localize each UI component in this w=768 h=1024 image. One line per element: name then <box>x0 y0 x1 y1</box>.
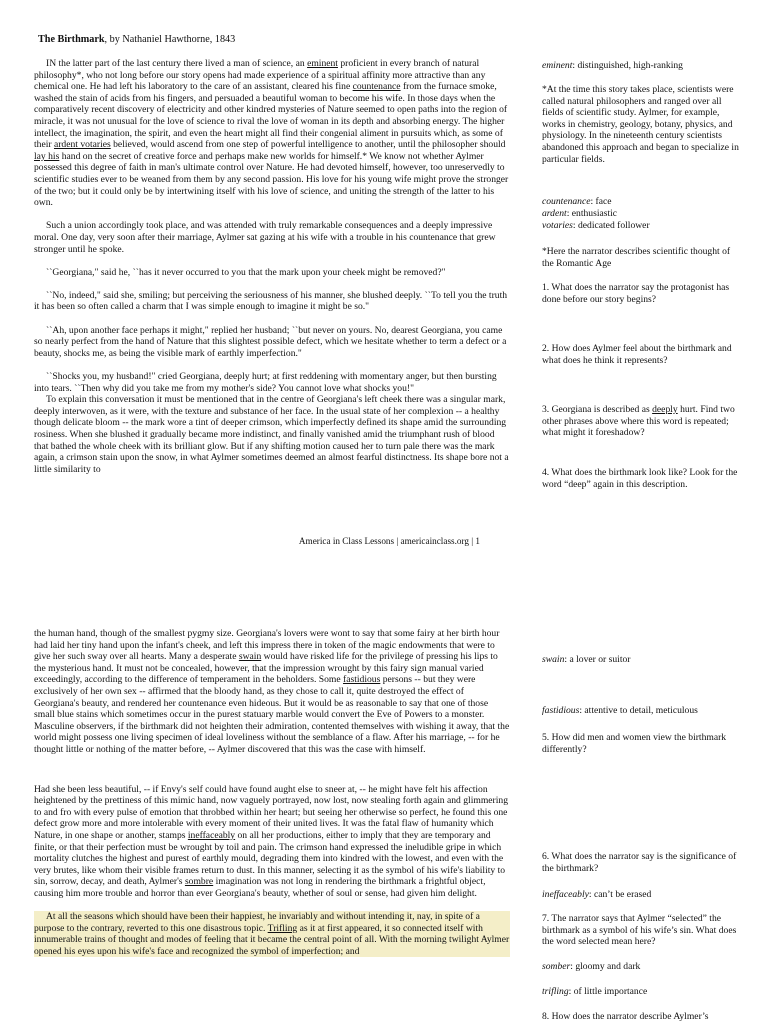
text-run: persons -- but they were exclusively of her own sex -- affirmed that the bloody hand, as they chose to call it, quite destroyed the effect of Georgiana's beauty, and rendered her countenance even hideous. But it would be as reasonable to say that one of those small blue stains which sometimes occur in the purest statuary marble would convert the Eve of Powers to a monster. Masculine observers, if the birthmark did not heighten their admiration, contented themselves with wishing it away, that the world might possess one living specimen of ideal loveliness without the semblance of a flaw. After his marriage, -- for he thought little or nothing of the matter before, -- Aylmer discovered that this was the case with himself. <box>34 674 510 755</box>
text-run: would have risked life for the privilege of pressing his lips to the mysterious hand. It must not be concealed, however, that the impression wrought by this fairy sign manual varied exceedingly, according to the difference of temperament in the beholders. Some <box>34 651 498 686</box>
gloss-fastidious <box>542 705 742 717</box>
document-page-2 <box>0 616 768 1024</box>
paragraph-4: ``No, indeed," said she, smiling; but perceiving the seriousness of his manner, she blushed deeply. ``To tell you the truth it has been so often called a charm that I was simple enough to imagine it might be so." <box>34 289 508 313</box>
question-4: 4. What does the birthmark look like? Look for the word “deep” again in this description. <box>542 467 738 490</box>
footnote-natural-philosophers: *At the time this story takes place, scientists were called natural philosophers and ranged over all fields of scientific study. Aylmer, for example, works in chemistry, geology, botany, physics, and physiology. In the nineteenth century scientists abandoned this approach and began to specialize in particular fields. <box>542 84 739 165</box>
text-run: IN the latter part of the last century there lived a man of science, an <box>46 58 308 69</box>
vocab-sombre: sombre <box>184 876 214 888</box>
text-run: proficient in every branch of natural philosophy*, who not long before our story opens had made experience of a spiritual affinity more attractive than any chemical one. He had left his laboratory to the care of an assistant, cleared his fine <box>34 58 486 93</box>
text-run: At all the seasons which should have been their happiest, he invariably and without intending it, nay, in spite of a purpose to the contrary, reverted to this one disastrous topic. <box>34 911 480 934</box>
gloss-def: : gloomy and dark <box>570 961 641 972</box>
vocab-fastidious: fastidious <box>343 674 381 686</box>
gloss-def: : enthusiastic <box>566 208 618 219</box>
question-5: 5. How did men and women view the birthmark differently? <box>542 732 727 755</box>
text-run: Had she been less beautiful, -- if Envy's self could have found aught else to sneer at, -- he might have felt his affection heightened by the prettiness of this mimic hand, now vaguely portrayed, now lost, now stealing forth again and glimmering to and fro with every pulse of emotion that throbbed within her heart; but seeing her otherwise so perfect, he found this one defect grow more and more intolerable with every moment of their united lives. It was the fatal flaw of humanity which Nature, in one shape or another, stamps <box>34 783 508 841</box>
title-byline: , by Nathaniel Hawthorne, 1843 <box>104 34 236 45</box>
question-8: 8. How does the narrator describe Aylmer’s <box>542 1011 709 1022</box>
story-title <box>38 34 508 45</box>
gloss-term: trifling <box>542 986 569 997</box>
vocab-ineffaceably: ineffaceably <box>187 829 236 841</box>
text-run: as it at first appeared, it so connected itself with innumerable trains of thought and modes of feeling that it became the central point of all. With the morning twilight Aylmer opened his eyes upon his wife's face and recognized the symbol of imperfection; and <box>34 922 510 957</box>
gloss-def: : can’t be erased <box>588 889 652 900</box>
paragraph-9 <box>34 784 510 900</box>
page-gap <box>0 556 768 616</box>
main-text-column <box>34 58 510 487</box>
gloss-term: ineffaceably <box>542 889 589 900</box>
question-3 <box>542 404 742 439</box>
gloss-def: : of little importance <box>568 986 648 997</box>
paragraph-8 <box>34 628 510 756</box>
vocab-eminent: eminent <box>307 58 338 69</box>
text-run: from the furnace smoke, washed the stain of acids from his fingers, and persuaded a beautiful woman to become his wife. In those days when the comparatively recent discovery of electricity and other kindred mysteries of Nature seemed to open paths into the region of miracle, it was not unusual for the love of science to rival the love of woman in its depth and absorbing energy. The higher intellect, the imagination, the spirit, and even the heart might all find their congenial aliment in pursuits which, as some of their <box>34 81 508 151</box>
gloss-term: somber <box>542 961 571 972</box>
main-text-column-2 <box>34 628 510 969</box>
gloss-term: countenance <box>542 196 591 207</box>
gloss-term: fastidious <box>542 705 580 716</box>
title-name: The Birthmark <box>38 34 105 45</box>
question-6: 6. What does the narrator say is the significance of the birthmark? <box>542 851 737 874</box>
text-run: hurt. Find two other phrases above where this word is repeated; what might it foreshadow? <box>542 404 735 439</box>
underlined-phrase: lay his <box>34 150 60 162</box>
text-run: believed, would ascend from one step of powerful intelligence to another, until the philosopher should <box>110 139 506 151</box>
gloss-def: : attentive to detail, meticulous <box>579 705 698 716</box>
footnote-romantic-age: *Here the narrator describes scientific thought of the Romantic Age <box>542 246 731 269</box>
paragraph-6: ``Shocks you, my husband!" cried Georgiana, deeply hurt; at first reddening with momentary anger, but then bursting into tears. ``Then why did you take me from my mother's side? You cannot love what shocks you!" <box>34 371 497 394</box>
paragraph-5: ``Ah, upon another face perhaps it might," replied her husband; ``but never on yours. No, dearest Georgiana, you came so nearly perfect from the hand of Nature that this slightest possible defect, which we hesitate whether to term a defect or a beauty, shocks me, as being the visible mark of earthly imperfection." <box>34 324 507 359</box>
paragraph-2: Such a union accordingly took place, and was attended with truly remarkable consequences and a deeply impressive moral. One day, very soon after their marriage, Aylmer sat gazing at his wife with a trouble in his countenance that grew stronger until he spoke. <box>34 220 496 255</box>
gloss-trifling <box>542 986 742 998</box>
paragraph-10 <box>34 911 510 957</box>
gloss-countenance <box>542 196 742 208</box>
paragraph-7: To explain this conversation it must be mentioned that in the centre of Georgiana's left cheek there was a singular mark, deeply interwoven, as it were, with the texture and substance of her face. In the usual state of her complexion -- a healthy though delicate bloom -- the mark wore a tint of deeper crimson, which imperfectly defined its shape amid the surrounding rosiness. When she blushed it gradually became more indistinct, and finally vanished amid the triumphant rush of blood that bathed the whole cheek with its brilliant glow. But if any shifting motion caused her to turn pale there was the mark again, a crimson stain upon the snow, in what Aylmer sometimes deemed an almost fearful distinctness. Its shape bore not a little similarity to <box>34 394 509 475</box>
gloss-term: eminent <box>542 60 573 71</box>
gloss-def: : dedicated follower <box>572 220 650 231</box>
gloss-term: swain <box>542 654 565 665</box>
gloss-def: : a lover or suitor <box>564 654 631 665</box>
gloss-swain <box>542 654 742 666</box>
question-1: 1. What does the narrator say the protagonist has done before our story begins? <box>542 282 730 305</box>
gloss-term: ardent <box>542 208 567 219</box>
text-run: the human hand, though of the smallest pygmy size. Georgiana's lovers were wont to say that some fairy at her birth hour had laid her tiny hand upon the infant's cheek, and left this impress there in token of the magic endowments that were to give her such sway over all hearts. Many a desperate <box>34 628 500 663</box>
text-run: imagination was not long in rendering the birthmark a frightful object, causing him more trouble and horror than ever Georgiana's beauty, whether of soul or sense, had given him delight. <box>34 876 486 899</box>
vocab-trifling: Trifling <box>267 922 298 934</box>
vocab-countenance: countenance <box>352 81 401 93</box>
vocab-swain: swain <box>238 651 262 663</box>
paragraph-1 <box>34 58 510 209</box>
paragraph-3: ``Georgiana," said he, ``has it never occurred to you that the mark upon your cheek might be removed?" <box>46 266 446 278</box>
question-7: 7. The narrator says that Aylmer “selected” the birthmark as a symbol of his wife’s sin. What does the word selected mean here? <box>542 913 737 948</box>
gloss-somber <box>542 961 742 973</box>
page-footer: America in Class Lessons | americainclass.org | 1 <box>298 536 480 546</box>
gloss-term: votaries <box>542 220 573 231</box>
text-run: on all her productions, either to imply that they are temporary and finite, or that their perfection must be wrought by toil and pain. The crimson hand expressed the ineludible gripe in which mortality clutches the highest and purest of earthly mould, degrading them into kindred with the lowest, and even with the very brutes, like whom their visible frames return to dust. In this manner, selecting it as the symbol of his wife's liability to sin, sorrow, decay, and death, Aylmer's <box>34 829 506 888</box>
gloss-def: : face <box>590 196 612 207</box>
underlined-word: deeply <box>652 404 678 415</box>
gloss-eminent <box>542 60 742 72</box>
gloss-ardent <box>542 208 742 220</box>
gloss-ineffaceably <box>542 889 742 901</box>
text-run: hand on the secret of creative force and perhaps make new worlds for himself.* We know not whether Aylmer possessed this degree of faith in man's ultimate control over Nature. He had devoted himself, however, too unreservedly to scientific studies ever to be weaned from them by any second passion. His love for his young wife might prove the stronger of the two; but it could only be by intertwining itself with his love of science, and uniting the strength of the latter to his own. <box>34 150 509 209</box>
text-run: 3. Georgiana is described as <box>542 404 653 415</box>
gloss-def: : distinguished, high-ranking <box>572 60 683 71</box>
vocab-ardent-votaries: ardent votaries <box>53 139 111 151</box>
question-2: 2. How does Aylmer feel about the birthmark and what does he think it represents? <box>542 343 732 366</box>
gloss-votaries <box>542 220 742 232</box>
